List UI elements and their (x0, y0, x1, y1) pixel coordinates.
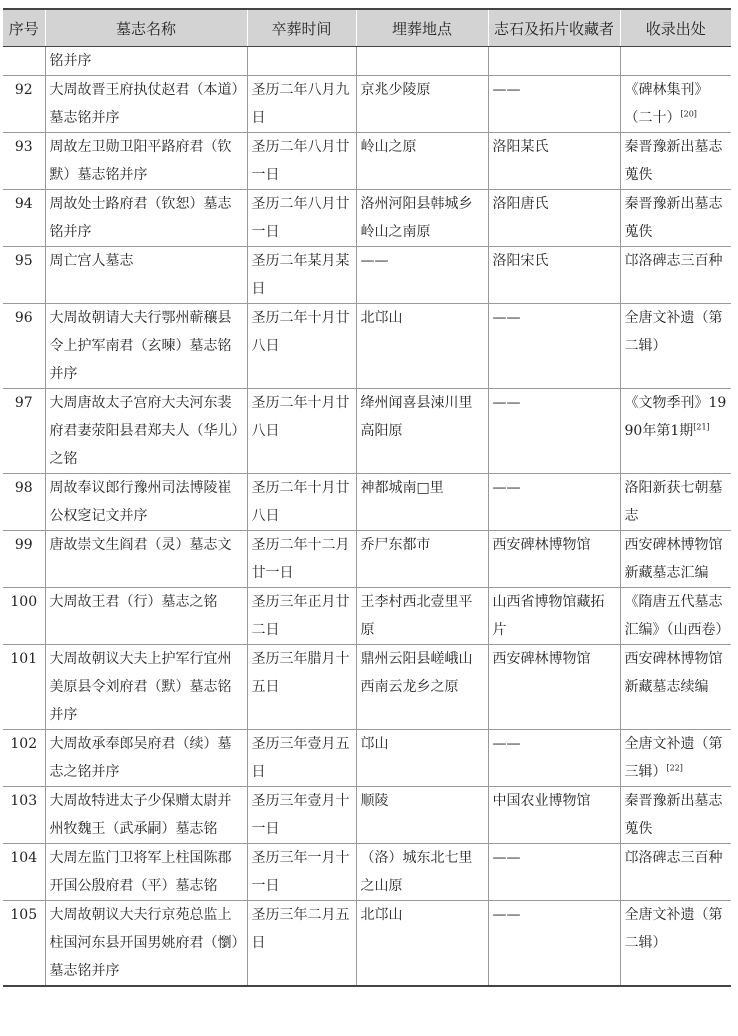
cell-place-text: （洛）城东北七里之山原 (360, 850, 473, 894)
cell-holder (488, 730, 620, 787)
table-row (3, 190, 731, 247)
cell-number (3, 389, 45, 474)
cell-place (356, 787, 488, 844)
cell-source-text: 邙洛碑志三百种 (624, 253, 723, 269)
cell-time-text: 圣历二年十月廿八日 (251, 395, 350, 439)
cell-name-text: 周故处士路府君（钦恕）墓志铭并序 (49, 196, 232, 240)
cell-time (247, 901, 356, 987)
cell-place (356, 304, 488, 389)
cell-holder-text: —— (492, 907, 521, 923)
cell-number (3, 645, 45, 730)
cell-holder-text: 山西省博物馆藏拓片 (492, 594, 605, 638)
cell-number-text: 96 (14, 310, 33, 326)
cell-source (620, 531, 731, 588)
cell-name (45, 844, 247, 901)
cell-source-text: 全唐文补遗（第二辑） (624, 310, 723, 354)
table-row (3, 247, 731, 304)
cell-source-text: 全唐文补遗（第三辑） (624, 736, 723, 780)
cell-place-text: 绛州闻喜县涑川里高阳原 (360, 395, 473, 439)
cell-number (3, 844, 45, 901)
cell-source (620, 645, 731, 730)
cell-holder (488, 389, 620, 474)
cell-source (620, 730, 731, 787)
header-burial-time: 卒葬时间 (247, 9, 356, 47)
cell-number-text: 104 (10, 850, 38, 866)
header-source: 收录出处 (620, 9, 731, 47)
cell-holder-text: 洛阳宋氏 (492, 253, 549, 269)
cell-place-text: 洛州河阳县韩城乡岭山之南原 (360, 196, 473, 240)
cell-number-text: 94 (14, 196, 33, 212)
cell-holder-text: —— (492, 310, 521, 326)
cell-number-text: 97 (14, 395, 33, 411)
cell-name (45, 645, 247, 730)
cell-source-text: 西安碑林博物馆新藏墓志续编 (624, 651, 723, 695)
cell-source-text: 洛阳新获七朝墓志 (624, 480, 723, 524)
cell-holder-text: —— (492, 736, 521, 752)
cell-time (247, 531, 356, 588)
cell-holder-text: —— (492, 850, 521, 866)
cell-time-text: 圣历三年壹月五日 (251, 736, 350, 780)
table-row (3, 474, 731, 531)
cell-holder-text: 中国农业博物馆 (492, 793, 591, 809)
cell-name (45, 474, 247, 531)
tomb-epitaph-table (3, 8, 731, 987)
cell-place (356, 645, 488, 730)
cell-place (356, 76, 488, 133)
cell-number (3, 190, 45, 247)
cell-place-text: 王李村西北壹里平原 (360, 594, 473, 638)
cell-holder (488, 76, 620, 133)
cell-place-text: 乔尸东都市 (360, 537, 431, 553)
cell-name-text: 周故奉议郎行豫州司法博陵崔公权窆记文并序 (49, 480, 232, 524)
cell-time-text: 圣历三年壹月十一日 (251, 793, 350, 837)
cell-source-text: 《碑林集刊》（二十） (624, 82, 709, 126)
cell-number (3, 133, 45, 190)
cell-source-text: 秦晋豫新出墓志蒐佚 (624, 196, 723, 240)
cell-place-text: 顺陵 (360, 793, 389, 809)
cell-source (620, 247, 731, 304)
cell-place (356, 730, 488, 787)
cell-name (45, 531, 247, 588)
cell-name (45, 190, 247, 247)
cell-time-text: 圣历二年八月廿一日 (251, 139, 350, 183)
table-row (3, 531, 731, 588)
cell-name-text: 大周唐故太子宫府大夫河东裴府君妻荥阳县君郑夫人（华儿）之铭 (49, 395, 239, 467)
cell-source (620, 901, 731, 987)
table-row (3, 588, 731, 645)
cell-source-text: 西安碑林博物馆新藏墓志汇编 (624, 537, 723, 581)
cell-name: 铭并序 (45, 47, 247, 76)
cell-source (620, 304, 731, 389)
table-row (3, 730, 731, 787)
cell-number-text: 100 (10, 594, 38, 610)
cell-time (247, 645, 356, 730)
cell-holder (488, 133, 620, 190)
cell-name-text: 周亡宫人墓志 (49, 253, 134, 269)
cell-holder (488, 474, 620, 531)
cell-place-text: 京兆少陵原 (360, 82, 431, 98)
cell-time (247, 190, 356, 247)
cell-holder-text: —— (492, 82, 521, 98)
cell-place-text: 北邙山 (360, 310, 403, 326)
cell-number-text: 101 (10, 651, 38, 667)
table-row (3, 787, 731, 844)
cell-source (620, 133, 731, 190)
cell-name-text: 大周故朝议大夫行京苑总监上柱国河东县开国男姚府君（懰）墓志铭并序 (49, 907, 239, 979)
cell-source-text: 秦晋豫新出墓志蒐佚 (624, 793, 723, 837)
cell-time-text: 圣历二年某月某日 (251, 253, 350, 297)
cell-time (247, 844, 356, 901)
table-row (3, 304, 731, 389)
cell-number-text: 103 (10, 793, 38, 809)
cell-place (356, 389, 488, 474)
cell-time (247, 588, 356, 645)
cell-number (3, 787, 45, 844)
cell-name-text: 大周故朝议大夫上护军行宜州美原县令刘府君（默）墓志铭并序 (49, 651, 232, 723)
cell-time (247, 730, 356, 787)
cell-source (620, 474, 731, 531)
cell-name (45, 133, 247, 190)
cell-number-text: 93 (14, 139, 33, 155)
cell-holder-text: 洛阳某氏 (492, 139, 549, 155)
cell-name-text: 大周故王君（行）墓志之铭 (49, 594, 218, 610)
cell-time-text: 圣历二年十月廿八日 (251, 480, 350, 524)
cell-time-text: 圣历二年十二月廿一日 (251, 537, 350, 581)
table-row (3, 844, 731, 901)
cell-place (356, 133, 488, 190)
cell-number (3, 47, 45, 76)
cell-name-text: 周故左卫勋卫阳平路府君（钦默）墓志铭并序 (49, 139, 232, 183)
cell-time (247, 133, 356, 190)
cell-source-text: 全唐文补遗（第二辑） (624, 907, 723, 951)
cell-name-text: 大周故承奉郎吴府君（续）墓志之铭并序 (49, 736, 232, 780)
header-collector: 志石及拓片收藏者 (488, 9, 620, 47)
cell-number-text: 95 (14, 253, 33, 269)
cell-number-text: 99 (14, 537, 33, 553)
cell-time-text: 圣历三年一月十一日 (251, 850, 350, 894)
cell-holder-text: —— (492, 480, 521, 496)
cell-time (247, 474, 356, 531)
cell-name-text: 大周故晋王府执仗赵君（本道）墓志铭并序 (49, 82, 239, 126)
cell-number (3, 474, 45, 531)
table-row (3, 76, 731, 133)
cell-number (3, 304, 45, 389)
cell-time (247, 389, 356, 474)
cell-number (3, 588, 45, 645)
cell-source (620, 787, 731, 844)
cell-time-text: 圣历三年二月五日 (251, 907, 350, 951)
header-epitaph-name: 墓志名称 (45, 9, 247, 47)
cell-number-text: 102 (10, 736, 38, 752)
cell-holder (488, 531, 620, 588)
cell-place-text: 邙山 (360, 736, 389, 752)
cell-place-text: 神都城南□里 (360, 480, 444, 496)
cell-place-text: —— (360, 253, 389, 269)
table-row (3, 901, 731, 987)
cell-place-text: 岭山之原 (360, 139, 417, 155)
cell-source-text: 《隋唐五代墓志汇编》（山西卷） (624, 594, 730, 638)
cell-place-text: 鼎州云阳县嵯峨山西南云龙乡之原 (360, 651, 473, 695)
cell-holder (488, 47, 620, 76)
cell-time (247, 304, 356, 389)
cell-holder (488, 190, 620, 247)
cell-number (3, 76, 45, 133)
cell-name (45, 76, 247, 133)
table-row (3, 389, 731, 474)
cell-name (45, 730, 247, 787)
cell-holder-text: —— (492, 395, 521, 411)
cell-number-text: 98 (14, 480, 33, 496)
cell-number (3, 730, 45, 787)
cell-time-text: 圣历二年八月廿一日 (251, 196, 350, 240)
cell-holder (488, 588, 620, 645)
cell-source-text: 《文物季刊》1990年第1期 (624, 395, 727, 439)
cell-holder-text: 西安碑林博物馆 (492, 537, 591, 553)
cell-number-text: 92 (14, 82, 33, 98)
cell-place (356, 247, 488, 304)
cell-place (356, 901, 488, 987)
cell-holder (488, 901, 620, 987)
cell-place (356, 474, 488, 531)
cell-place (356, 844, 488, 901)
cell-time-text: 圣历二年八月九日 (251, 82, 350, 126)
cell-name (45, 247, 247, 304)
cell-time (247, 76, 356, 133)
cell-source (620, 190, 731, 247)
cell-holder (488, 304, 620, 389)
cell-name (45, 588, 247, 645)
cell-time-text: 圣历三年腊月十五日 (251, 651, 350, 695)
footnote-ref: [20] (680, 109, 697, 119)
cell-time-text: 圣历二年十月廿八日 (251, 310, 350, 354)
cell-name (45, 389, 247, 474)
table-row (3, 133, 731, 190)
cell-number (3, 901, 45, 987)
cell-source-text: 邙洛碑志三百种 (624, 850, 723, 866)
cell-name-text: 大周故朝请大夫行鄂州蕲穰县令上护军南君（玄暕）墓志铭并序 (49, 310, 232, 382)
table-row (3, 645, 731, 730)
cell-time-text: 圣历三年正月廿二日 (251, 594, 350, 638)
cell-number (3, 247, 45, 304)
footnote-ref: [22] (666, 763, 683, 773)
cell-time (247, 47, 356, 76)
cell-source (620, 47, 731, 76)
cell-place-text: 北邙山 (360, 907, 403, 923)
cell-holder-text: 洛阳唐氏 (492, 196, 549, 212)
cell-name-text: 唐故崇文生阎君（灵）墓志文 (49, 537, 232, 553)
cell-place (356, 588, 488, 645)
cell-name (45, 304, 247, 389)
header-number: 序号 (3, 9, 45, 47)
cell-number (3, 531, 45, 588)
cell-holder (488, 645, 620, 730)
continuation-row (3, 47, 731, 76)
cell-holder (488, 247, 620, 304)
cell-source (620, 588, 731, 645)
cell-source-text: 秦晋豫新出墓志蒐佚 (624, 139, 723, 183)
cell-name (45, 787, 247, 844)
footnote-ref: [21] (693, 422, 710, 432)
cell-source (620, 76, 731, 133)
cell-time (247, 247, 356, 304)
cell-place (356, 47, 488, 76)
cell-source (620, 389, 731, 474)
cell-place (356, 531, 488, 588)
table-header-row (3, 9, 731, 47)
cell-name-text: 大周左监门卫将军上柱国陈郡开国公殷府君（平）墓志铭 (49, 850, 232, 894)
cell-number-text: 105 (10, 907, 38, 923)
cell-place (356, 190, 488, 247)
cell-holder (488, 844, 620, 901)
cell-name (45, 901, 247, 987)
cell-holder-text: 西安碑林博物馆 (492, 651, 591, 667)
header-burial-place: 埋葬地点 (356, 9, 488, 47)
cell-time (247, 787, 356, 844)
cell-source (620, 844, 731, 901)
cell-holder (488, 787, 620, 844)
cell-name-text: 大周故特进太子少保赠太尉并州牧魏王（武承嗣）墓志铭 (49, 793, 232, 837)
